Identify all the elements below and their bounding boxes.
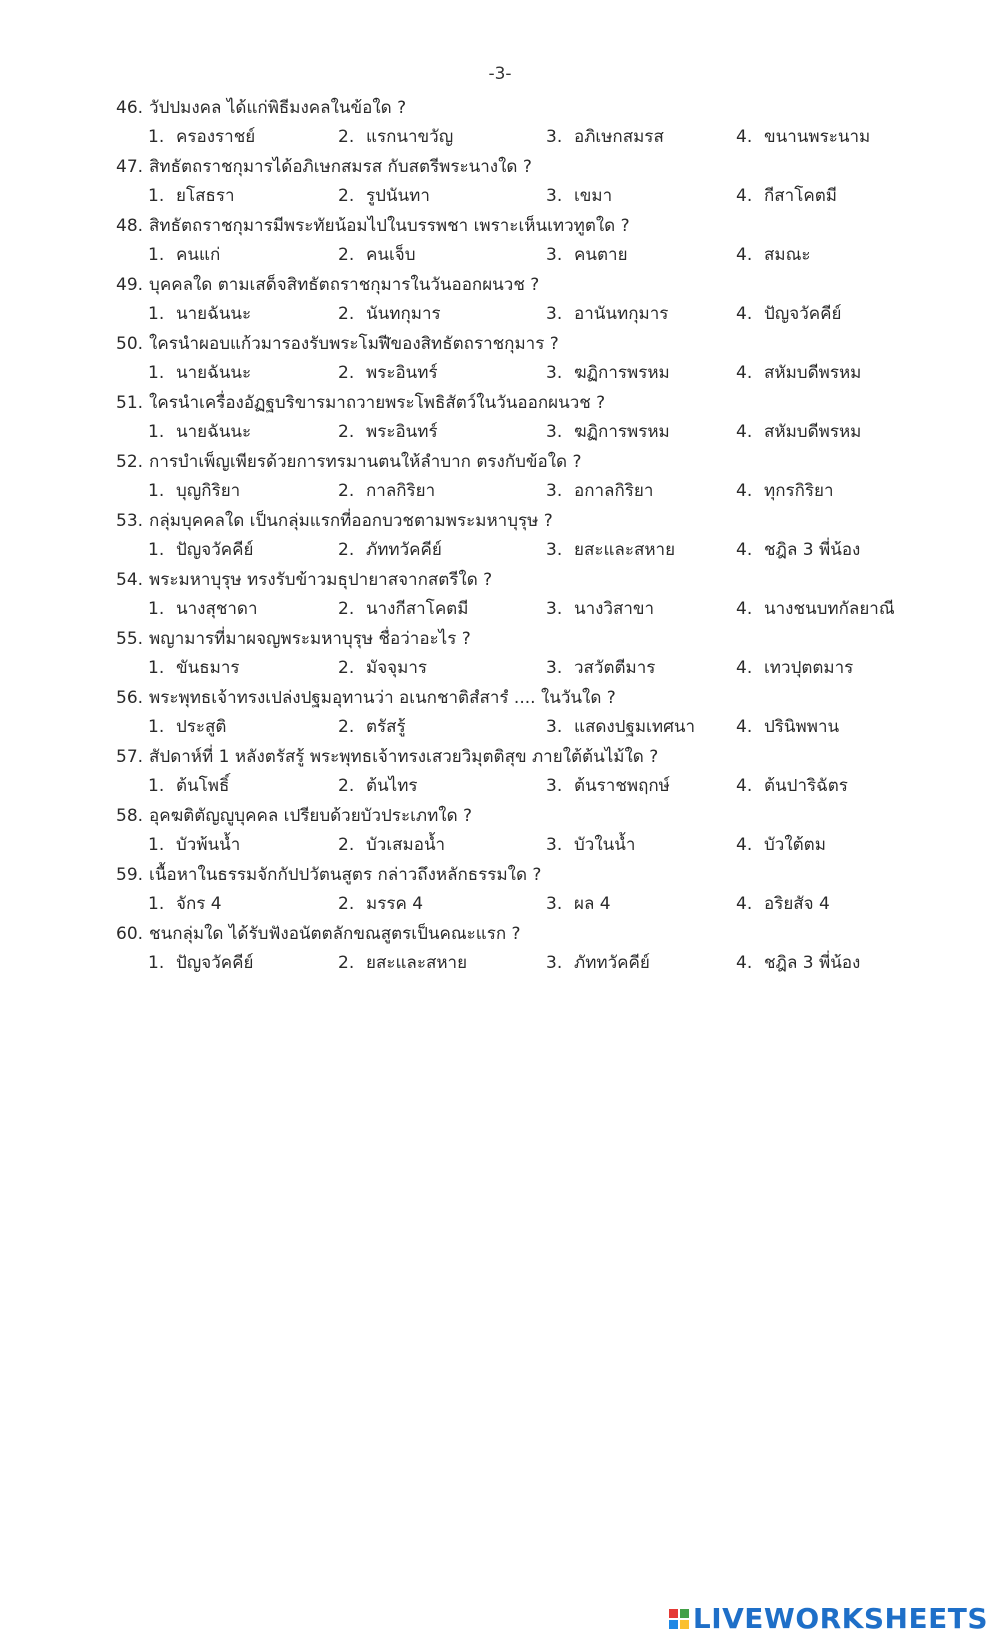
option-number: 4.	[736, 717, 753, 737]
option-number: 4.	[736, 481, 753, 501]
question-number: 46.	[116, 98, 144, 118]
answer-option[interactable]	[736, 479, 834, 503]
option-text: นายฉันนะ	[176, 304, 252, 324]
question-text: พญามารที่มาผจญพระมหาบุรุษ ชื่อว่าอะไร ?	[149, 629, 471, 649]
question-text-row	[116, 450, 582, 474]
question-number: 49.	[116, 275, 144, 295]
answer-option[interactable]	[736, 361, 861, 385]
option-number: 2.	[338, 953, 355, 973]
option-number: 2.	[338, 540, 355, 560]
answer-option[interactable]	[338, 538, 442, 562]
answer-option[interactable]	[338, 833, 445, 857]
answer-option[interactable]	[338, 892, 423, 916]
option-number: 3.	[546, 245, 563, 265]
question-item	[116, 627, 976, 686]
option-row	[116, 774, 976, 798]
option-text: ปัญจวัคคีย์	[176, 540, 254, 560]
option-number: 4.	[736, 599, 753, 619]
option-text: อกาลกิริยา	[574, 481, 654, 501]
page-number: -3-	[488, 64, 512, 84]
answer-option[interactable]	[546, 479, 653, 503]
answer-option[interactable]	[736, 833, 826, 857]
question-number: 50.	[116, 334, 144, 354]
option-text: อานันทกุมาร	[574, 304, 669, 324]
option-text: คนเจ็บ	[366, 245, 416, 265]
option-text: ยโสธรา	[176, 186, 235, 206]
option-row	[116, 184, 976, 208]
option-text: ต้นโพธิ์	[176, 776, 230, 796]
option-text: สหัมบดีพรหม	[764, 363, 862, 383]
option-text: บัวเสมอน้ำ	[366, 835, 446, 855]
option-number: 3.	[546, 835, 563, 855]
answer-option[interactable]	[338, 243, 416, 267]
option-number: 2.	[338, 363, 355, 383]
answer-option[interactable]	[148, 774, 229, 798]
option-number: 4.	[736, 776, 753, 796]
question-item	[116, 745, 976, 804]
option-number: 4.	[736, 186, 753, 206]
question-text: ใครนำผอบแก้วมารองรับพระโมฬีของสิทธัตถราชกุมาร ?	[149, 334, 559, 354]
logo-square-v	[669, 1620, 678, 1629]
answer-option[interactable]	[148, 833, 240, 857]
option-number: 3.	[546, 658, 563, 678]
option-row	[116, 243, 976, 267]
option-number: 3.	[546, 186, 563, 206]
question-item	[116, 155, 976, 214]
question-list	[116, 96, 976, 981]
answer-option[interactable]	[736, 951, 860, 975]
answer-option[interactable]	[148, 420, 251, 444]
question-item	[116, 96, 976, 155]
question-number: 60.	[116, 924, 144, 944]
answer-option[interactable]	[736, 302, 842, 326]
answer-option[interactable]	[148, 184, 235, 208]
option-number: 4.	[736, 422, 753, 442]
option-number: 2.	[338, 304, 355, 324]
answer-option[interactable]	[338, 479, 435, 503]
option-number: 4.	[736, 540, 753, 560]
option-text: ขนานพระนาม	[764, 127, 871, 147]
option-text: ชฎิล 3 พี่น้อง	[764, 953, 861, 973]
option-number: 4.	[736, 894, 753, 914]
answer-option[interactable]	[546, 951, 650, 975]
question-item	[116, 450, 976, 509]
option-text: ผล 4	[574, 894, 611, 914]
option-row	[116, 125, 976, 149]
option-row	[116, 479, 976, 503]
option-text: พระอินทร์	[366, 363, 438, 383]
answer-option[interactable]	[338, 715, 406, 739]
option-number: 3.	[546, 304, 563, 324]
option-text: อริยสัจ 4	[764, 894, 830, 914]
option-text: ตรัสรู้	[366, 717, 406, 737]
option-number: 2.	[338, 422, 355, 442]
answer-option[interactable]	[736, 597, 895, 621]
answer-option[interactable]	[338, 125, 453, 149]
option-text: จักร 4	[176, 894, 222, 914]
option-text: นายฉันนะ	[176, 422, 252, 442]
option-number: 4.	[736, 835, 753, 855]
option-number: 3.	[546, 599, 563, 619]
option-text: ขันธมาร	[176, 658, 240, 678]
answer-option[interactable]	[148, 951, 254, 975]
option-row	[116, 420, 976, 444]
option-text: นางกีสาโคตมี	[366, 599, 469, 619]
question-item	[116, 391, 976, 450]
option-text: วสวัตตีมาร	[574, 658, 656, 678]
option-number: 2.	[338, 776, 355, 796]
answer-option[interactable]	[546, 302, 668, 326]
option-text: ต้นปาริฉัตร	[764, 776, 848, 796]
option-number: 2.	[338, 599, 355, 619]
answer-option[interactable]	[546, 538, 675, 562]
question-text: สิทธัตถราชกุมารได้อภิเษกสมรส กับสตรีพระนางใด ?	[149, 157, 532, 177]
option-text: มรรค 4	[366, 894, 424, 914]
answer-option[interactable]	[148, 125, 255, 149]
option-number: 3.	[546, 540, 563, 560]
option-number: 3.	[546, 363, 563, 383]
answer-option[interactable]	[148, 656, 240, 680]
answer-option[interactable]	[546, 420, 670, 444]
answer-option[interactable]	[148, 361, 251, 385]
option-text: นางสุชาดา	[176, 599, 258, 619]
option-text: ภัททวัคคีย์	[366, 540, 442, 560]
option-number: 1.	[148, 127, 165, 147]
question-number: 53.	[116, 511, 144, 531]
answer-option[interactable]	[148, 243, 220, 267]
answer-option[interactable]	[736, 243, 810, 267]
question-text: เนื้อหาในธรรมจักกัปปวัตนสูตร กล่าวถึงหลักธรรมใด ?	[149, 865, 542, 885]
question-text-row	[116, 568, 492, 592]
logo-mark-icon	[669, 1609, 689, 1629]
option-number: 1.	[148, 835, 165, 855]
question-text: กลุ่มบุคคลใด เป็นกลุ่มแรกที่ออกบวชตามพระมหาบุรุษ ?	[149, 511, 553, 531]
answer-option[interactable]	[736, 892, 830, 916]
answer-option[interactable]	[148, 479, 240, 503]
answer-option[interactable]	[546, 597, 654, 621]
question-number: 58.	[116, 806, 144, 826]
option-row	[116, 892, 976, 916]
option-number: 1.	[148, 304, 165, 324]
answer-option[interactable]	[338, 302, 441, 326]
option-text: ยสะและสหาย	[574, 540, 676, 560]
answer-option[interactable]	[148, 538, 254, 562]
question-number: 59.	[116, 865, 144, 885]
option-text: ฆฏิการพรหม	[574, 422, 670, 442]
answer-option[interactable]	[338, 656, 427, 680]
option-number: 4.	[736, 245, 753, 265]
option-number: 3.	[546, 422, 563, 442]
option-row	[116, 302, 976, 326]
option-number: 2.	[338, 127, 355, 147]
question-item	[116, 509, 976, 568]
answer-option[interactable]	[546, 184, 612, 208]
option-number: 1.	[148, 953, 165, 973]
option-number: 1.	[148, 481, 165, 501]
option-number: 2.	[338, 481, 355, 501]
answer-option[interactable]	[338, 361, 438, 385]
answer-option[interactable]	[736, 774, 848, 798]
question-text-row	[116, 509, 553, 533]
option-text: เทวปุตตมาร	[764, 658, 854, 678]
question-text-row	[116, 155, 532, 179]
option-text: สหัมบดีพรหม	[764, 422, 862, 442]
question-text: ใครนำเครื่องอัฏฐบริขารมาถวายพระโพธิสัตว์ในวันออกผนวช ?	[149, 393, 606, 413]
option-number: 3.	[546, 127, 563, 147]
question-text: พระมหาบุรุษ ทรงรับข้าวมธุปายาสจากสตรีใด ?	[149, 570, 493, 590]
question-number: 55.	[116, 629, 144, 649]
answer-option[interactable]	[338, 774, 418, 798]
option-number: 1.	[148, 599, 165, 619]
option-number: 1.	[148, 186, 165, 206]
question-text: ชนกลุ่มใด ได้รับฟังอนัตตลักขณสูตรเป็นคณะแรก ?	[149, 924, 521, 944]
question-text-row	[116, 96, 406, 120]
question-item	[116, 273, 976, 332]
answer-option[interactable]	[148, 715, 226, 739]
option-number: 2.	[338, 717, 355, 737]
option-number: 1.	[148, 422, 165, 442]
answer-option[interactable]	[546, 715, 695, 739]
option-text: คนแก่	[176, 245, 221, 265]
answer-option[interactable]	[736, 125, 870, 149]
option-row	[116, 361, 976, 385]
option-text: ชฎิล 3 พี่น้อง	[764, 540, 861, 560]
option-number: 2.	[338, 658, 355, 678]
option-text: บัวในน้ำ	[574, 835, 636, 855]
question-number: 48.	[116, 216, 144, 236]
option-number: 3.	[546, 953, 563, 973]
option-text: นายฉันนะ	[176, 363, 252, 383]
question-text-row	[116, 391, 605, 415]
answer-option[interactable]	[148, 597, 258, 621]
question-text-row	[116, 804, 472, 828]
question-text: วัปปมงคล ได้แก่พิธีมงคลในข้อใด ?	[149, 98, 407, 118]
option-number: 4.	[736, 127, 753, 147]
option-number: 4.	[736, 658, 753, 678]
answer-option[interactable]	[338, 597, 468, 621]
option-row	[116, 597, 976, 621]
option-text: แสดงปฐมเทศนา	[574, 717, 696, 737]
option-number: 2.	[338, 835, 355, 855]
answer-option[interactable]	[546, 892, 611, 916]
option-number: 2.	[338, 894, 355, 914]
option-text: รูปนันทา	[366, 186, 430, 206]
option-number: 3.	[546, 481, 563, 501]
question-number: 52.	[116, 452, 144, 472]
answer-option[interactable]	[546, 833, 635, 857]
answer-option[interactable]	[546, 361, 670, 385]
option-text: ประสูติ	[176, 717, 227, 737]
option-number: 2.	[338, 245, 355, 265]
option-text: ภัททวัคคีย์	[574, 953, 650, 973]
option-number: 3.	[546, 717, 563, 737]
answer-option[interactable]	[338, 184, 430, 208]
option-text: เขมา	[574, 186, 613, 206]
question-text-row	[116, 922, 521, 946]
option-number: 1.	[148, 658, 165, 678]
question-item	[116, 863, 976, 922]
logo-square-l	[669, 1609, 678, 1618]
liveworksheets-logo	[669, 1602, 988, 1635]
question-text-row	[116, 332, 559, 356]
logo-square-e	[680, 1620, 689, 1629]
question-number: 47.	[116, 157, 144, 177]
question-text-row	[116, 214, 630, 238]
question-text-row	[116, 273, 539, 297]
answer-option[interactable]	[546, 656, 655, 680]
option-number: 1.	[148, 717, 165, 737]
question-item	[116, 686, 976, 745]
question-text: อุคฆติตัญญูบุคคล เปรียบด้วยบัวประเภทใด ?	[149, 806, 473, 826]
option-row	[116, 715, 976, 739]
option-text: มัจจุมาร	[366, 658, 428, 678]
question-item	[116, 214, 976, 273]
answer-option[interactable]	[148, 302, 251, 326]
question-text: สิทธัตถราชกุมารมีพระทัยน้อมไปในบรรพชา เพราะเห็นเทวทูตใด ?	[149, 216, 630, 236]
option-text: ฆฏิการพรหม	[574, 363, 670, 383]
question-number: 51.	[116, 393, 144, 413]
question-text: บุคคลใด ตามเสด็จสิทธัตถราชกุมารในวันออกผนวช ?	[149, 275, 540, 295]
answer-option[interactable]	[338, 420, 438, 444]
question-text-row	[116, 863, 541, 887]
option-number: 3.	[546, 776, 563, 796]
option-text: กีสาโคตมี	[764, 186, 837, 206]
option-text: นางวิสาขา	[574, 599, 655, 619]
option-text: แรกนาขวัญ	[366, 127, 454, 147]
option-number: 1.	[148, 245, 165, 265]
option-row	[116, 656, 976, 680]
option-text: บัวใต้ตม	[764, 835, 826, 855]
answer-option[interactable]	[546, 774, 670, 798]
option-number: 1.	[148, 894, 165, 914]
question-text: สัปดาห์ที่ 1 หลังตรัสรู้ พระพุทธเจ้าทรงเสวยวิมุตติสุข ภายใต้ต้นไม้ใด ?	[149, 747, 659, 767]
option-text: บัวพ้นน้ำ	[176, 835, 241, 855]
option-text: ปัญจวัคคีย์	[764, 304, 842, 324]
question-item	[116, 568, 976, 627]
option-text: อภิเษกสมรส	[574, 127, 664, 147]
logo-square-i	[680, 1609, 689, 1618]
question-number: 57.	[116, 747, 144, 767]
option-number: 1.	[148, 363, 165, 383]
question-item	[116, 332, 976, 391]
answer-option[interactable]	[736, 420, 861, 444]
answer-option[interactable]	[736, 538, 860, 562]
option-text: ปรินิพพาน	[764, 717, 840, 737]
option-row	[116, 833, 976, 857]
option-text: ยสะและสหาย	[366, 953, 468, 973]
question-item	[116, 922, 976, 981]
option-number: 1.	[148, 776, 165, 796]
option-number: 4.	[736, 953, 753, 973]
option-number: 4.	[736, 304, 753, 324]
answer-option[interactable]	[736, 656, 853, 680]
option-text: บุญกิริยา	[176, 481, 241, 501]
option-text: ทุกรกิริยา	[764, 481, 834, 501]
option-text: ครองราชย์	[176, 127, 256, 147]
option-row	[116, 538, 976, 562]
option-text: ต้นราชพฤกษ์	[574, 776, 670, 796]
answer-option[interactable]	[736, 715, 839, 739]
option-text: นันทกุมาร	[366, 304, 441, 324]
answer-option[interactable]	[546, 243, 628, 267]
option-number: 2.	[338, 186, 355, 206]
logo-text: LIVEWORKSHEETS	[692, 1602, 988, 1635]
option-row	[116, 951, 976, 975]
option-text: นางชนบทกัลยาณี	[764, 599, 895, 619]
answer-option[interactable]	[338, 951, 467, 975]
option-text: สมณะ	[764, 245, 811, 265]
option-text: คนตาย	[574, 245, 628, 265]
option-number: 3.	[546, 894, 563, 914]
question-item	[116, 804, 976, 863]
option-number: 1.	[148, 540, 165, 560]
question-number: 54.	[116, 570, 144, 590]
option-text: ต้นไทร	[366, 776, 418, 796]
answer-option[interactable]	[736, 184, 837, 208]
question-text-row	[116, 627, 471, 651]
option-text: ปัญจวัคคีย์	[176, 953, 254, 973]
question-text: การบำเพ็ญเพียรด้วยการทรมานตนให้ลำบาก ตรงกับข้อใด ?	[149, 452, 582, 472]
answer-option[interactable]	[148, 892, 222, 916]
question-number: 56.	[116, 688, 144, 708]
question-text-row	[116, 686, 616, 710]
question-text-row	[116, 745, 658, 769]
option-text: กาลกิริยา	[366, 481, 436, 501]
option-number: 4.	[736, 363, 753, 383]
option-text: พระอินทร์	[366, 422, 438, 442]
question-text: พระพุทธเจ้าทรงเปล่งปฐมอุทานว่า อเนกชาติสํสารํ .... ในวันใด ?	[149, 688, 616, 708]
answer-option[interactable]	[546, 125, 664, 149]
